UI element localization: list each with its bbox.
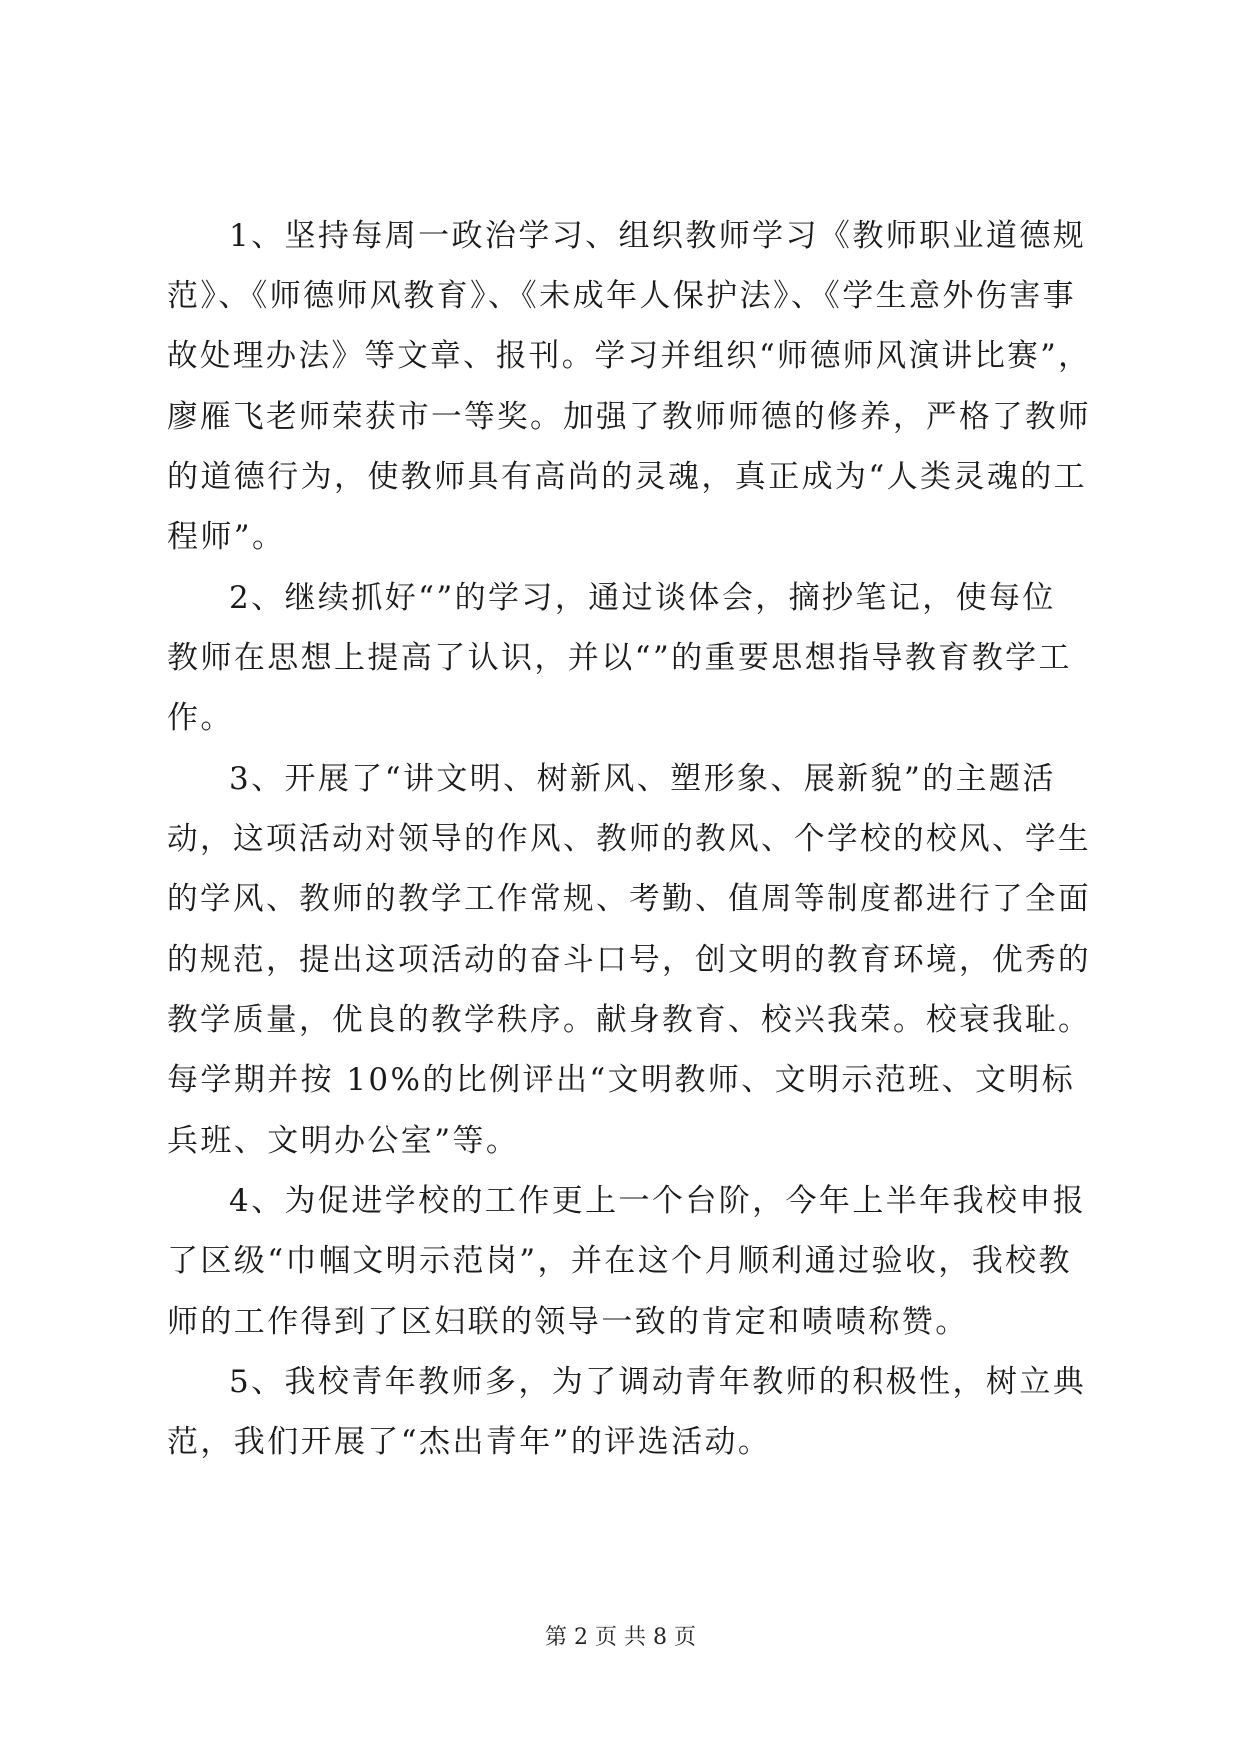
text-line: 了区级“巾帼文明示范岗”，并在这个月顺利通过验收，我校教 [167,1243,1072,1279]
text-line: 4、为促进学校的工作更上一个台阶，今年上半年我校申报 [229,1183,1087,1219]
text-line: 程师”。 [167,519,286,555]
text-line: 兵班、文明办公室”等。 [167,1123,520,1159]
text-line: 3、开展了“讲文明、树新风、塑形象、展新貌”的主题活 [229,761,1056,797]
text-line: 师的工作得到了区妇联的领导一致的肯定和啧啧称赞。 [167,1304,969,1340]
text-line: 的规范，提出这项活动的奋斗口号，创文明的教育环境，优秀的 [167,942,1091,978]
text-line: 作。 [167,700,234,736]
text-line: 1、坚持每周一政治学习、组织教师学习《教师职业道德规 [229,218,1087,254]
text-line: 的学风、教师的教学工作常规、考勤、值周等制度都进行了全面 [167,881,1091,917]
text-line: 5、我校青年教师多，为了调动青年教师的积极性，树立典 [229,1364,1087,1400]
page-number-footer: 第 2 页 共 8 页 [545,1625,696,1650]
text-line: 教师在思想上提高了认识，并以“”的重要思想指导教育教学工 [167,640,1072,676]
text-line: 廖雁飞老师荣获市一等奖。加强了教师师德的修养，严格了教师 [167,399,1091,435]
text-line: 故处理办法》等文章、报刊。学习并组织“师德师风演讲比赛”， [167,338,1091,374]
text-line: 每学期并按 10%的比例评出“文明教师、文明示范班、文明标 [167,1062,1076,1098]
text-line: 范，我们开展了“杰出青年”的评选活动。 [167,1424,772,1460]
text-line: 范》、《师德师风教育》、《未成年人保护法》、《学生意外伤害事 [167,278,1076,314]
text-line: 教学质量，优良的教学秩序。献身教育、校兴我荣。校衰我耻。 [167,1002,1091,1038]
text-line: 的道德行为，使教师具有高尚的灵魂，真正成为“人类灵魂的工 [167,459,1088,495]
text-line: 2、继续抓好“”的学习，通过谈体会，摘抄笔记，使每位 [229,580,1056,616]
text-line: 动，这项活动对领导的作风、教师的教风、个学校的校风、学生 [167,821,1091,857]
